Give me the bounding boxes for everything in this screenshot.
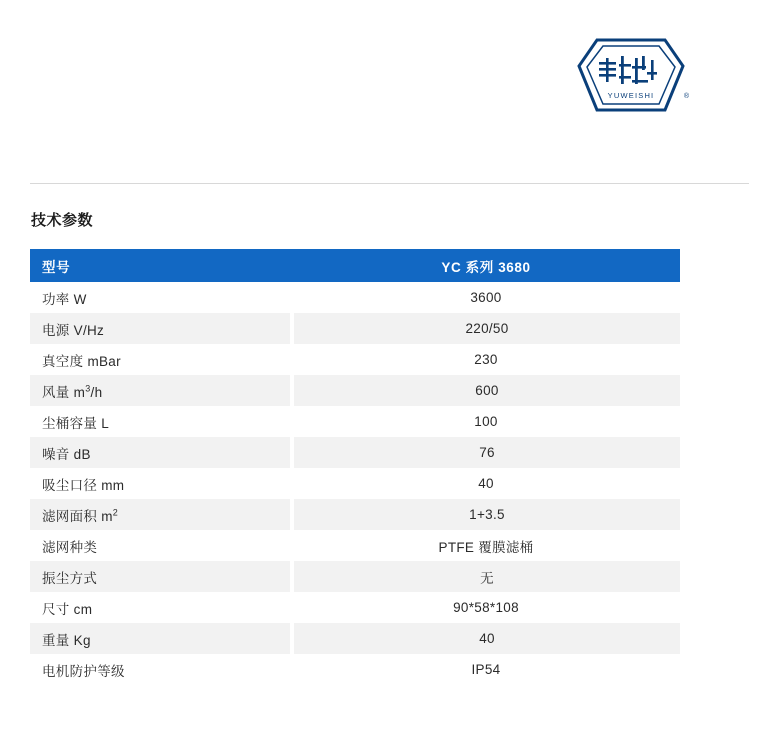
table-row	[30, 530, 680, 561]
column-header-model: 型号	[30, 249, 292, 282]
logo-pinyin: YUWEISHI	[607, 91, 655, 100]
row-value: 600	[292, 375, 680, 406]
row-value: 3600	[292, 282, 680, 313]
row-value: 100	[292, 406, 680, 437]
row-label: 振尘方式	[30, 561, 292, 592]
row-label: 电源 V/Hz	[30, 313, 292, 344]
row-label: 滤网种类	[30, 530, 292, 561]
registered-mark-icon: ®	[683, 93, 689, 100]
table-body	[30, 282, 680, 685]
row-value: 40	[292, 623, 680, 654]
row-value: 40	[292, 468, 680, 499]
row-label: 吸尘口径 mm	[30, 468, 292, 499]
table-row	[30, 623, 680, 654]
row-label-tail: /h	[90, 384, 103, 400]
row-label: 电机防护等级	[30, 654, 292, 685]
table-header	[30, 249, 680, 282]
column-header-value: YC 系列 3680	[292, 249, 680, 282]
row-value: 90*58*108	[292, 592, 680, 623]
table-row	[30, 468, 680, 499]
row-label: 尺寸 cm	[30, 592, 292, 623]
row-value: 无	[292, 561, 680, 592]
row-label: 噪音 dB	[30, 437, 292, 468]
table-row	[30, 375, 680, 406]
row-label	[30, 375, 292, 406]
row-label-superscript: 3	[85, 383, 91, 393]
row-label: 尘桶容量 L	[30, 406, 292, 437]
row-value: PTFE 覆膜滤桶	[292, 530, 680, 561]
brand-logo	[575, 36, 687, 122]
table-row	[30, 282, 680, 313]
table-row	[30, 561, 680, 592]
table-row	[30, 406, 680, 437]
specifications-table	[30, 249, 680, 685]
row-value: 230	[292, 344, 680, 375]
header-divider	[30, 183, 749, 184]
table-row	[30, 313, 680, 344]
row-value: 76	[292, 437, 680, 468]
table-row	[30, 499, 680, 530]
row-label-text: 风量 m	[42, 384, 86, 400]
row-value: 1+3.5	[292, 499, 680, 530]
page-title: 技术参数	[31, 212, 94, 229]
table-row	[30, 437, 680, 468]
row-value: IP54	[292, 654, 680, 685]
logo-icon	[575, 36, 687, 122]
row-label	[30, 499, 292, 530]
table-row	[30, 344, 680, 375]
row-label-superscript: 2	[112, 507, 119, 517]
table-row	[30, 654, 680, 685]
table-header-row	[30, 249, 680, 282]
row-label: 功率 W	[30, 282, 292, 313]
row-label: 真空度 mBar	[30, 344, 292, 375]
row-label: 重量 Kg	[30, 623, 292, 654]
row-label-text: 滤网面积 m	[42, 508, 113, 524]
table-row	[30, 592, 680, 623]
row-value: 220/50	[292, 313, 680, 344]
